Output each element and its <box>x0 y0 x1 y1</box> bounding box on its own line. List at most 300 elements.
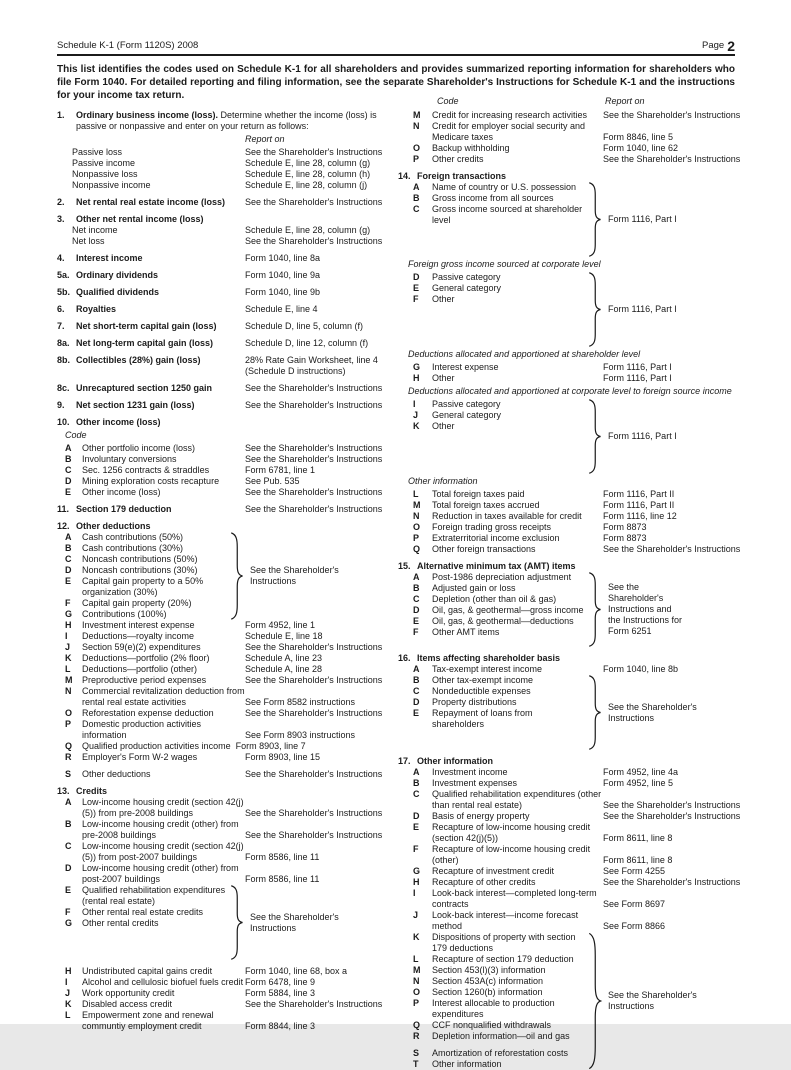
code-row-label-area <box>398 987 587 998</box>
code-row-label-area <box>398 1020 587 1031</box>
report-value: Form 1040, line 9b <box>245 287 321 298</box>
code-row <box>57 885 229 907</box>
code-row-label-area <box>398 511 603 522</box>
code-letter: B <box>65 454 72 465</box>
code-letter: B <box>413 675 420 686</box>
code-row-label-area <box>57 797 245 819</box>
section-number: 4. <box>57 253 65 264</box>
section-heading <box>57 287 398 298</box>
code-label: Look-back interest—income forecast method <box>432 910 579 932</box>
code-letter: J <box>65 642 71 653</box>
report-value: See the Shareholder's Instructions and the Instructions for Form 6251 <box>608 582 683 637</box>
code-letter: C <box>65 465 72 476</box>
code-label: Investment income <box>432 767 508 778</box>
report-value: See the Shareholder's Instructions <box>245 443 383 454</box>
code-letter: G <box>413 362 421 373</box>
code-row-label-area <box>398 410 587 421</box>
code-row <box>57 741 398 752</box>
code-row-label-area <box>57 565 229 576</box>
section-title: Alternative minimum tax (AMT) items <box>417 561 576 572</box>
section-number: 1. <box>57 110 65 121</box>
section <box>57 214 398 247</box>
code-group-items <box>57 885 229 960</box>
code-row-label-area <box>398 866 603 877</box>
section-title-wrap <box>76 214 398 225</box>
report-value: Form 8846, line 5 <box>603 132 674 143</box>
code-letter: E <box>413 616 420 627</box>
code-row-label-area <box>398 1031 587 1042</box>
code-row <box>57 675 398 686</box>
section-title-wrap <box>417 561 735 572</box>
report-value: See Form 4255 <box>603 866 666 877</box>
code-row <box>57 620 398 631</box>
code-row <box>57 999 398 1010</box>
code-row-label-area <box>57 236 245 247</box>
code-row <box>398 143 735 154</box>
brace-icon <box>587 272 602 347</box>
code-row-label-area <box>398 373 603 384</box>
section <box>57 110 398 191</box>
code-letter: N <box>65 686 72 697</box>
code-label: Name of country or U.S. possession <box>432 182 577 193</box>
code-label: General category <box>432 283 502 294</box>
code-row <box>57 708 398 719</box>
section-title-wrap <box>417 756 735 767</box>
code-row-label-area <box>398 421 587 432</box>
report-value: Form 6478, line 9 <box>245 977 316 988</box>
code-row <box>57 918 229 929</box>
section-title-wrap <box>76 321 245 332</box>
section-number: 12. <box>57 521 70 532</box>
code-letter: F <box>413 627 419 638</box>
report-value: Schedule D, line 12, column (f) <box>245 338 369 349</box>
code-label: Other rental real estate credits <box>82 907 204 918</box>
code-row <box>57 752 398 763</box>
code-letter: B <box>413 583 420 594</box>
section-heading-label <box>398 561 735 572</box>
code-row <box>57 797 398 819</box>
report-value: See the Shareholder's Instructions <box>245 197 383 208</box>
code-letter: G <box>413 866 421 877</box>
section-title-wrap <box>76 270 245 281</box>
report-value: See the Shareholder's Instructions <box>608 701 697 723</box>
code-row <box>398 697 587 708</box>
code-group <box>398 932 735 1070</box>
report-value: Form 1116, Part I <box>608 304 677 315</box>
report-value: See the Shareholder's Instructions <box>603 154 741 165</box>
section <box>57 338 398 349</box>
italic-subheader: Foreign gross income sourced at corporate level <box>408 259 601 270</box>
code-letter: A <box>413 182 420 193</box>
code-letter: I <box>413 399 416 410</box>
code-row <box>57 988 398 999</box>
code-letter: E <box>65 576 72 587</box>
code-row-label-area <box>398 778 603 789</box>
section-number: 8b. <box>57 355 71 366</box>
code-row <box>398 1020 587 1031</box>
code-row-label-area <box>57 1010 245 1032</box>
code-row <box>57 180 398 191</box>
section-heading <box>57 338 398 349</box>
code-letter: D <box>65 476 72 487</box>
code-row-label-area <box>398 362 603 373</box>
code-row <box>398 910 735 932</box>
code-row-label-area <box>398 789 603 811</box>
code-letter: B <box>413 778 420 789</box>
section-heading <box>398 171 735 182</box>
code-label: Gross income sourced at shareholder level <box>432 204 583 226</box>
code-row <box>398 110 741 121</box>
code-row <box>398 866 735 877</box>
section <box>398 756 741 1070</box>
section <box>57 287 398 298</box>
code-label: Cash contributions (30%) <box>82 543 184 554</box>
section <box>57 504 398 515</box>
code-label: Other foreign transactions <box>432 544 536 555</box>
code-letter: D <box>413 605 420 616</box>
code-letter: I <box>65 631 68 642</box>
code-row <box>398 877 741 888</box>
code-row <box>398 204 587 226</box>
code-letter: L <box>413 489 419 500</box>
code-label: Sec. 1256 contracts & straddles <box>82 465 210 476</box>
code-label: Nondeductible expenses <box>432 686 531 697</box>
code-row-label-area <box>57 543 229 554</box>
report-value: Form 8844, line 3 <box>245 1021 316 1032</box>
code-label: Nonpassive loss <box>72 169 138 180</box>
code-row <box>398 421 587 432</box>
code-row-label-area <box>57 487 245 498</box>
code-row-label-area <box>398 954 587 965</box>
code-row-label-area <box>57 885 229 907</box>
section-title-wrap <box>76 355 245 366</box>
code-row-label-area <box>398 708 587 730</box>
code-row-label-area <box>398 1059 587 1070</box>
code-letter: M <box>413 110 421 121</box>
code-row-label-area <box>57 708 245 719</box>
section-heading-label <box>57 321 245 332</box>
code-label: Gross income from all sources <box>432 193 554 204</box>
code-row <box>398 616 587 627</box>
code-group-items <box>57 532 229 620</box>
section-title: Unrecaptured section 1250 gain <box>76 383 213 394</box>
section <box>57 197 398 208</box>
section-title: Net short-term capital gain (loss) <box>76 321 217 332</box>
section-heading <box>57 321 398 332</box>
report-value: 28% Rate Gain Worksheet, line 4 (Schedule D instructions) <box>245 355 378 377</box>
code-label: Reduction in taxes available for credit <box>432 511 582 522</box>
code-row <box>57 443 398 454</box>
report-value: Form 1040, line 68, box a <box>245 966 348 977</box>
code-label: Tax-exempt interest income <box>432 664 543 675</box>
code-row <box>57 158 398 169</box>
section-heading <box>57 786 398 797</box>
section-heading-label <box>57 270 245 281</box>
report-value: Form 4952, line 1 <box>245 620 316 631</box>
code-letter: E <box>65 885 72 896</box>
report-value: See the Shareholder's Instructions <box>245 708 383 719</box>
code-letter: P <box>413 533 420 544</box>
code-label: Other deductions <box>82 769 151 780</box>
code-letter: K <box>413 421 420 432</box>
report-value: Schedule A, line 28 <box>245 664 323 675</box>
code-letter: D <box>65 863 72 874</box>
report-value: Schedule E, line 28, column (j) <box>245 180 368 191</box>
code-label: Passive income <box>72 158 136 169</box>
report-value: Form 6781, line 1 <box>245 465 316 476</box>
code-row-label-area <box>398 888 603 910</box>
code-letter: B <box>65 819 72 830</box>
section-heading-label <box>57 304 245 315</box>
section-number: 9. <box>57 400 65 411</box>
section <box>57 270 398 281</box>
section-heading <box>57 521 398 532</box>
brace-icon <box>587 675 602 750</box>
section-title: Ordinary business income (loss). <box>76 110 219 121</box>
code-label: Other portfolio income (loss) <box>82 443 196 454</box>
code-label: Interest allocable to production expenditures <box>432 998 555 1020</box>
code-row <box>57 653 398 664</box>
section-heading-label <box>398 653 735 664</box>
code-row <box>398 193 587 204</box>
code-letter: A <box>413 572 420 583</box>
code-letter: C <box>65 841 72 852</box>
report-value: Form 4952, line 5 <box>603 778 674 789</box>
code-label: Low-income housing credit (section 42(j)(5)) from post-2007 buildings <box>82 841 244 863</box>
code-label: Section 59(e)(2) expenditures <box>82 642 201 653</box>
italic-subheader: Other information <box>408 476 478 487</box>
report-value: Form 8873 <box>603 533 647 544</box>
code-label: Passive category <box>432 272 501 283</box>
code-label: Recapture of low-income housing credit (section 42(j)(5)) <box>432 822 591 844</box>
code-letter: L <box>65 664 71 675</box>
code-row-label-area <box>57 907 229 918</box>
section-heading-label <box>57 214 398 225</box>
code-group-items <box>398 182 587 257</box>
section-title: Net rental real estate income (loss) <box>76 197 226 208</box>
code-label: Other AMT items <box>432 627 500 638</box>
report-value: Form 1040, line 8a <box>245 253 321 264</box>
code-row <box>398 544 741 555</box>
section-number: 5a. <box>57 270 70 281</box>
code-row-label-area <box>398 154 603 165</box>
code-row-label-area <box>57 977 245 988</box>
code-row-label-area <box>398 533 603 544</box>
code-label: Credit for employer social security and Medicare taxes <box>432 121 586 143</box>
section-heading <box>57 417 398 428</box>
code-row-label-area <box>57 966 245 977</box>
code-row-label-area <box>398 594 587 605</box>
code-row <box>398 627 587 638</box>
code-row <box>57 664 398 675</box>
code-label: Preproductive period expenses <box>82 675 207 686</box>
code-letter: M <box>413 965 421 976</box>
report-value: See the Shareholder's Instructions <box>245 999 383 1010</box>
code-row <box>398 272 587 283</box>
code-letter: O <box>413 522 421 533</box>
code-row-label-area <box>57 158 245 169</box>
report-value: Schedule E, line 18 <box>245 631 323 642</box>
form-identifier: Schedule K-1 (Form 1120S) 2008 <box>57 40 199 51</box>
code-row-label-area <box>398 877 603 888</box>
report-value: See the Shareholder's Instructions <box>603 110 741 121</box>
code-row <box>398 410 587 421</box>
section-number: 16. <box>398 653 411 664</box>
code-letter: J <box>413 410 419 421</box>
code-row-label-area <box>57 675 245 686</box>
code-letter: B <box>65 543 72 554</box>
report-value: See the Shareholder's Instructions <box>245 236 383 247</box>
code-row-label-area <box>57 180 245 191</box>
code-row <box>398 708 587 730</box>
code-row <box>398 767 735 778</box>
code-group <box>398 182 735 257</box>
code-label: Repayment of loans from shareholders <box>432 708 533 730</box>
code-row <box>57 543 229 554</box>
code-row-label-area <box>398 272 587 283</box>
report-value: See the Shareholder's Instructions <box>245 454 383 465</box>
code-label: Section 1260(b) information <box>432 987 543 998</box>
section-title: Other information <box>417 756 493 767</box>
code-row <box>398 954 587 965</box>
code-label: Deductions—royalty income <box>82 631 195 642</box>
report-value: See the Shareholder's Instructions <box>603 800 741 811</box>
section-title-wrap <box>76 287 245 298</box>
code-row <box>57 565 229 576</box>
code-letter: C <box>413 594 420 605</box>
code-label: Other <box>432 294 455 305</box>
code-label: Alcohol and cellulosic biofuel fuels credit <box>82 977 244 988</box>
code-label: Other <box>432 373 455 384</box>
two-column-body <box>57 110 741 1070</box>
code-row-label-area <box>398 489 603 500</box>
code-row <box>398 522 735 533</box>
code-row <box>57 554 229 565</box>
code-row <box>398 583 587 594</box>
section-heading <box>57 270 398 281</box>
code-letter: A <box>65 532 72 543</box>
report-value: Schedule E, line 28, column (h) <box>245 169 371 180</box>
section <box>398 653 735 750</box>
code-label: Other income (loss) <box>82 487 161 498</box>
section <box>57 355 398 377</box>
code-row-label-area <box>57 554 229 565</box>
code-row <box>57 631 398 642</box>
section-title-wrap <box>76 400 245 411</box>
section-number: 8a. <box>57 338 70 349</box>
section-title: Collectibles (28%) gain (loss) <box>76 355 201 366</box>
code-row-label-area <box>398 572 587 583</box>
code-column-header: Code <box>437 96 459 106</box>
section-title: Other deductions <box>76 521 151 532</box>
code-label: Recapture of investment credit <box>432 866 555 877</box>
code-label: Total foreign taxes accrued <box>432 500 540 511</box>
report-value: See the Shareholder's Instructions <box>245 147 383 158</box>
code-row <box>398 998 587 1020</box>
report-value: Form 8903, line 15 <box>245 752 321 763</box>
section-heading <box>57 197 398 208</box>
section-heading <box>398 653 735 664</box>
code-row <box>398 489 735 500</box>
code-row <box>398 675 587 686</box>
code-label: Other <box>432 421 455 432</box>
code-row <box>398 965 587 976</box>
code-row-label-area <box>57 598 229 609</box>
code-row <box>398 888 735 910</box>
code-label: Recapture of low-income housing credit (other) <box>432 844 591 866</box>
code-letter: M <box>65 675 73 686</box>
code-letter: B <box>413 193 420 204</box>
code-row-label-area <box>398 822 603 844</box>
section-title: Credits <box>76 786 108 797</box>
code-row <box>57 454 398 465</box>
section-heading <box>57 214 398 225</box>
code-label: Look-back interest—completed long-term contracts <box>432 888 597 910</box>
code-label: Recapture of other credits <box>432 877 536 888</box>
code-row-label-area <box>57 653 245 664</box>
code-letter: C <box>65 554 72 565</box>
code-letter: H <box>65 620 72 631</box>
code-letter: R <box>413 1031 420 1042</box>
section-title-wrap <box>76 304 245 315</box>
code-row-label-area <box>57 841 245 863</box>
code-letter: E <box>65 487 72 498</box>
code-letter: A <box>65 797 72 808</box>
section-heading-label <box>57 786 398 797</box>
code-letter: C <box>413 789 420 800</box>
report-value: Schedule E, line 28, column (g) <box>245 158 371 169</box>
code-letter: T <box>413 1059 419 1070</box>
code-label: Property distributions <box>432 697 517 708</box>
code-letter: Q <box>65 741 73 752</box>
section-title-wrap <box>76 383 245 394</box>
code-label: Disabled access credit <box>82 999 173 1010</box>
code-group-items <box>398 572 587 647</box>
section-heading <box>398 561 735 572</box>
code-letter: O <box>413 987 421 998</box>
code-label: Deductions—portfolio (other) <box>82 664 198 675</box>
brace-icon <box>229 885 244 960</box>
code-group-items <box>398 675 587 750</box>
section <box>57 521 398 780</box>
report-value: Form 1040, line 8b <box>603 664 679 675</box>
code-row <box>57 977 398 988</box>
code-letter: Q <box>413 1020 421 1031</box>
code-row-label-area <box>57 686 245 708</box>
code-letter: K <box>413 932 420 943</box>
code-letter: Q <box>413 544 421 555</box>
code-letter: H <box>65 966 72 977</box>
code-label: Post-1986 depreciation adjustment <box>432 572 572 583</box>
code-label: Deductions—portfolio (2% floor) <box>82 653 210 664</box>
code-label: Low-income housing credit (other) from post-2007 buildings <box>82 863 239 885</box>
code-row <box>398 572 587 583</box>
code-row <box>57 863 398 885</box>
code-row <box>398 154 741 165</box>
section-title: Royalties <box>76 304 117 315</box>
code-letter: F <box>65 907 71 918</box>
code-label: Backup withholding <box>432 143 510 154</box>
code-label: Employer's Form W-2 wages <box>82 752 198 763</box>
code-label: Extraterritorial income exclusion <box>432 533 560 544</box>
report-value: See the Shareholder's Instructions <box>245 383 383 394</box>
report-value: See the Shareholder's Instructions <box>603 811 741 822</box>
brace-icon <box>587 572 602 647</box>
code-label: Investment expenses <box>432 778 518 789</box>
report-value: Form 8903, line 7 <box>235 741 306 752</box>
report-value: See Form 8903 instructions <box>245 730 356 741</box>
code-row-label-area <box>57 769 245 780</box>
